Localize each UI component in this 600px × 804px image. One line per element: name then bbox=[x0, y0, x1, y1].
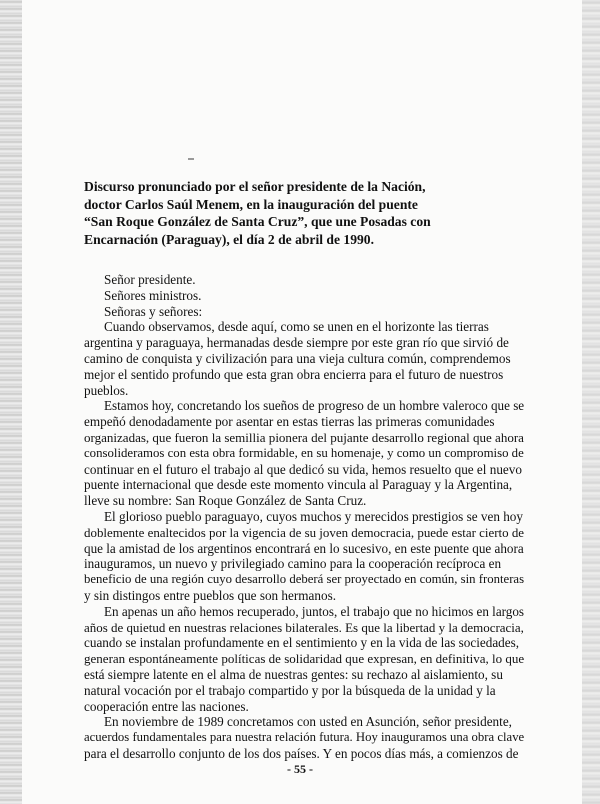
body-line: Señoras y señores: bbox=[104, 303, 203, 319]
body-line: argentina y paraguaya, hermanadas desde siempre por este gran río que sirvió de bbox=[84, 335, 509, 351]
title-line: Encarnación (Paraguay), el día 2 de abril de 1990. bbox=[84, 231, 374, 247]
scan-speck bbox=[188, 158, 194, 160]
page-number: - 55 - bbox=[287, 762, 313, 776]
body-line: En noviembre de 1989 concretamos con usted en Asunción, señor presidente, bbox=[104, 714, 512, 730]
speech-title bbox=[84, 178, 524, 248]
body-line: empeñó denodadamente por asentar en estas tierras las primeras comunidades bbox=[84, 414, 495, 430]
scan-right-edge bbox=[582, 0, 600, 804]
body-line: cooperación entre las naciones. bbox=[84, 698, 249, 714]
body-line: lleve su nombre: San Roque González de Santa Cruz. bbox=[84, 493, 367, 509]
body-line: que la amistad de los argentinos encontrará en lo sucesivo, en este puente que ahora bbox=[84, 540, 524, 556]
title-line: “San Roque González de Santa Cruz”, que une Posadas con bbox=[84, 214, 431, 230]
body-line: natural vocación por el trabajo compartido y por la búsqueda de la unidad y la bbox=[84, 682, 496, 698]
body-line: puente internacional que desde este momento vincula al Paraguay y la Argentina, bbox=[84, 477, 513, 493]
body-line: acuerdos fundamentales para nuestra relación futura. Hoy inauguramos una obra clave bbox=[84, 730, 525, 745]
body-line: consolideramos con esta obra formidable, en su homenaje, y como un compromiso de bbox=[84, 445, 524, 460]
body-line: para el desarrollo conjunto de los dos países. Y en pocos días más, a comienzos de bbox=[84, 745, 519, 761]
body-line: Señores ministros. bbox=[104, 287, 202, 303]
title-line: Discurso pronunciado por el señor presidente de la Nación, bbox=[84, 179, 426, 194]
body-line: mejor el sentido profundo que esta gran obra encierra para el futuro de nuestros bbox=[84, 366, 504, 382]
scan-left-edge bbox=[0, 0, 22, 804]
body-line: organizadas, que fueron la semillia pionera del pujante desarrollo regional que ahora bbox=[84, 429, 524, 445]
title-line: doctor Carlos Saúl Menem, en la inauguración del puente bbox=[84, 196, 418, 212]
body-line: Cuando observamos, desde aquí, como se unen en el horizonte las tierras bbox=[104, 319, 489, 335]
body-line: beneficio de una región cuyo desarrollo deberá ser proyectado en común, sin fronteras bbox=[84, 572, 525, 587]
body-line: años de quietud en nuestras relaciones bilaterales. Es que la libertad y la democracia, bbox=[84, 619, 524, 635]
body-line: Estamos hoy, concretando los sueños de progreso de un hombre valeroco que se bbox=[104, 398, 525, 414]
body-line: camino de conquista y civilización para una vieja cultura común, comprendemos bbox=[84, 350, 511, 366]
body-line: y sin distingos entre pueblos que son hermanos. bbox=[84, 587, 336, 603]
body-line: El glorioso pueblo paraguayo, cuyos muchos y merecidos prestigios se ven hoy bbox=[104, 508, 523, 524]
body-line: generan espontáneamente políticas de solidaridad que expresan, en definitiva, lo que bbox=[84, 651, 525, 667]
body-line: está siempre latente en el alma de nuestras gentes: su rechazo al aislamiento, su bbox=[84, 666, 503, 682]
speech-body bbox=[84, 272, 524, 762]
body-line: cuando se instalan profundamente en el sentimiento y en la vida de las sociedades, bbox=[84, 635, 520, 651]
body-line: Señor presidente. bbox=[104, 272, 196, 287]
body-line: inauguramos, un nuevo y privilegiado camino para la cooperación recíproca en bbox=[84, 556, 502, 572]
body-line: doblemente enaltecidos por la vigencia de su joven democracia, puede estar cierto de bbox=[84, 524, 525, 540]
body-line: En apenas un año hemos recuperado, juntos, el trabajo que no hicimos en largos bbox=[104, 603, 525, 619]
body-line: pueblos. bbox=[84, 382, 129, 398]
body-line: continuar en el futuro el trabajo al que dedicó su vida, hemos resuelto que el nuevo bbox=[84, 461, 522, 477]
